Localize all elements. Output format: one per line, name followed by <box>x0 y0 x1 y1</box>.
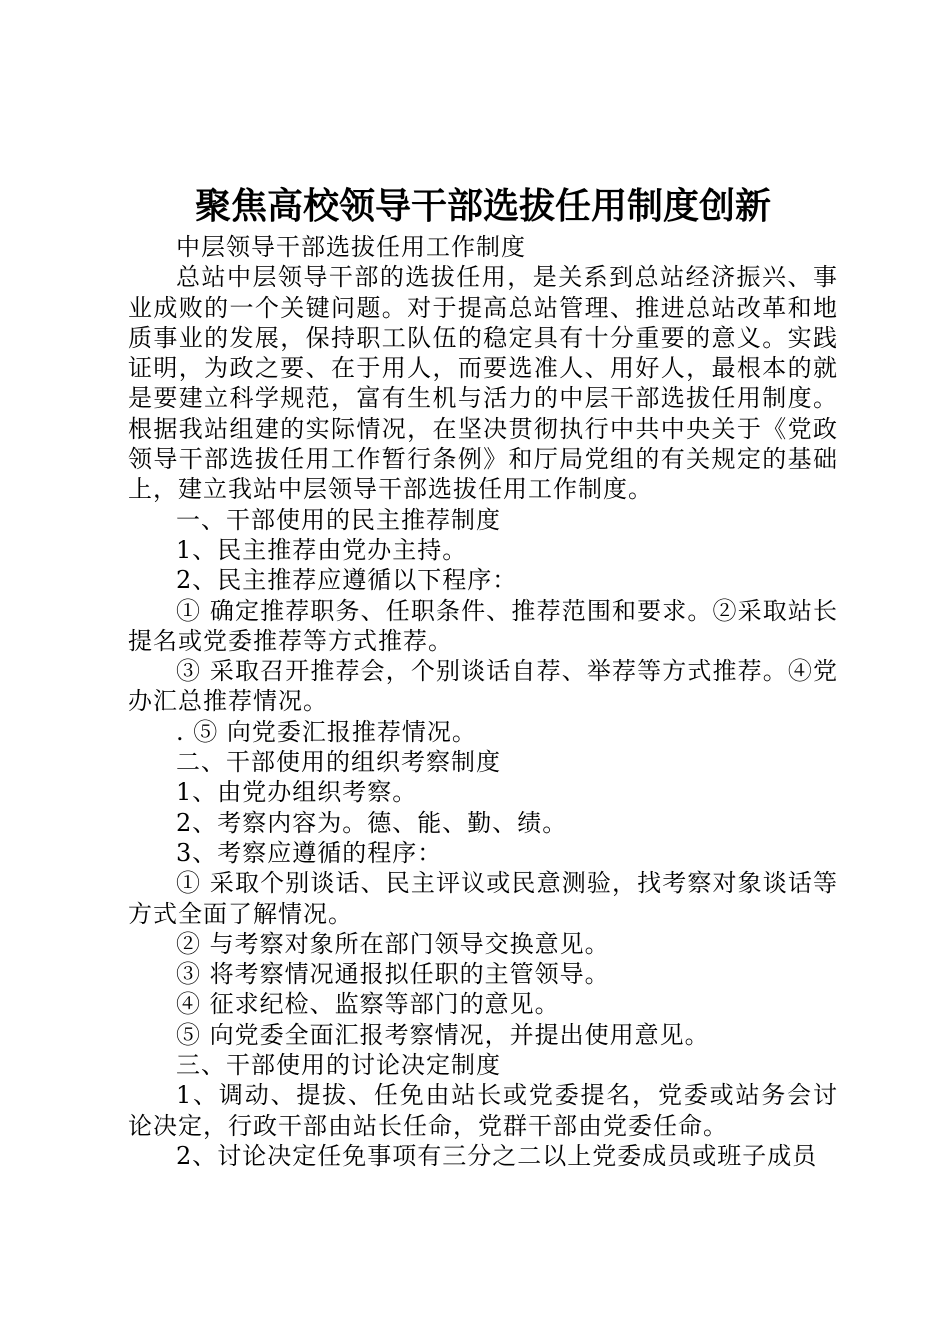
paragraph: 1、由党办组织考察。 <box>176 778 418 807</box>
paragraph: ④ 征求纪检、监察等部门的意见。 <box>176 990 560 1019</box>
paragraph: 3、考察应遵循的程序： <box>176 838 443 867</box>
document-title: 聚焦高校领导干部选拔任用制度创新 <box>194 185 771 227</box>
document-body <box>128 232 838 1171</box>
section-heading: 三、干部使用的讨论决定制度 <box>176 1051 501 1080</box>
section-heading: 一、干部使用的民主推荐制度 <box>176 505 501 534</box>
paragraph: ③ 采取召开推荐会，个别谈话自荐、举荐等方式推荐。④党办汇总推荐情况。 <box>128 657 838 716</box>
paragraph: 2、讨论决定任免事项有三分之二以上党委成员或班子成员 <box>176 1141 818 1170</box>
section-heading: 二、干部使用的组织考察制度 <box>176 748 501 777</box>
paragraph: ① 确定推荐职务、任职条件、推荐范围和要求。②采取站长提名或党委推荐等方式推荐。 <box>128 596 838 655</box>
paragraph: ③ 将考察情况通报拟任职的主管领导。 <box>176 960 610 989</box>
paragraph: . ⑤ 向党委汇报推荐情况。 <box>176 717 477 746</box>
paragraph: ⑤ 向党委全面汇报考察情况，并提出使用意见。 <box>176 1020 710 1049</box>
paragraph: ① 采取个别谈话、民主评议或民意测验，找考察对象谈话等方式全面了解情况。 <box>128 869 838 928</box>
paragraph: 总站中层领导干部的选拔任用，是关系到总站经济振兴、事业成败的一个关键问题。对于提高总站管理、推进总站改革和地质事业的发展，保持职工队伍的稳定具有十分重要的意义。实践证明，为政之要、在于用人，而要选准人、用好人，最根本的就是要建立科学规范，富有生机与活力的中层干部选拔任用制度。根据我站组建的实际情况，在坚决贯彻执行中共中央关于《党政领导干部选拔任用工作暂行条例》和厅局党组的有关规定的基础上，建立我站中层领导干部选拔任用工作制度。 <box>128 263 838 504</box>
paragraph: 2、民主推荐应遵循以下程序： <box>176 566 518 595</box>
paragraph: ② 与考察对象所在部门领导交换意见。 <box>176 929 610 958</box>
paragraph: 1、民主推荐由党办主持。 <box>176 535 468 564</box>
paragraph: 中层领导干部选拔任用工作制度 <box>176 233 526 261</box>
document-page <box>128 180 838 1171</box>
paragraph: 1、调动、提拔、任免由站长或党委提名，党委或站务会讨论决定，行政干部由站长任命，党群干部由党委任命。 <box>128 1081 838 1140</box>
paragraph: 2、考察内容为。德、能、勤、绩。 <box>176 808 568 837</box>
